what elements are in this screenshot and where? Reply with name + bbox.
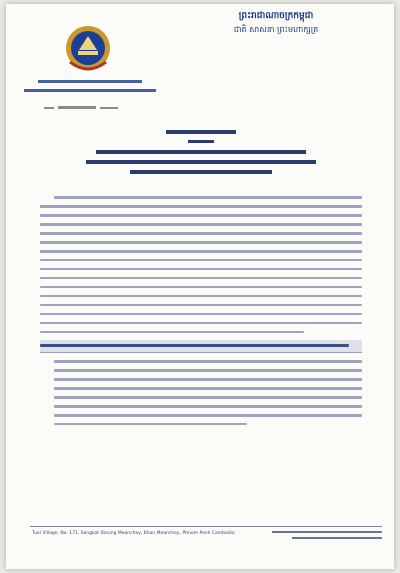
kingdom-motto: ជាតិ សាសនា ព្រះមហាក្សត្រ [233, 25, 319, 34]
text-line [40, 331, 304, 334]
section-heading [40, 340, 362, 353]
text-line [40, 223, 362, 226]
kingdom-header [156, 10, 396, 36]
reference-number [44, 104, 134, 112]
section-heading-text [40, 344, 349, 347]
text-line [40, 304, 362, 307]
footer-address: Tuol Village, No. 171, Sangkat Steung Meanchey, Khan Meanchey, Phnom Penh Cambodia [32, 531, 235, 536]
text-line [54, 387, 362, 390]
text-line [54, 423, 247, 426]
text-line [40, 214, 362, 217]
ministry-name-lines [20, 78, 160, 96]
text-line [40, 250, 362, 253]
footer-contact-lines [262, 530, 382, 544]
text-line [40, 286, 362, 289]
text-line [40, 205, 362, 208]
document-title-block [66, 128, 336, 190]
text-line [54, 360, 362, 363]
body-paragraph-2 [40, 360, 362, 432]
text-line [40, 313, 362, 316]
text-line [54, 369, 362, 372]
text-line [54, 378, 362, 381]
text-line [40, 322, 362, 325]
document-page [6, 4, 394, 569]
text-line [40, 295, 362, 298]
text-line [54, 414, 362, 417]
text-line [54, 396, 362, 399]
text-line [54, 405, 362, 408]
body-paragraph-1 [40, 196, 362, 340]
ministry-header [20, 78, 160, 99]
title-lines [66, 128, 336, 186]
text-line [40, 268, 362, 271]
footer [32, 530, 382, 537]
kingdom-title: ព្រះរាជាណាចក្រកម្ពុជា [238, 11, 314, 21]
ministry-emblem-icon [64, 24, 112, 76]
text-line [40, 259, 362, 262]
footer-divider [30, 526, 382, 527]
text-line [40, 277, 362, 280]
text-line [54, 196, 362, 199]
text-line [40, 232, 362, 235]
text-line [40, 241, 362, 244]
